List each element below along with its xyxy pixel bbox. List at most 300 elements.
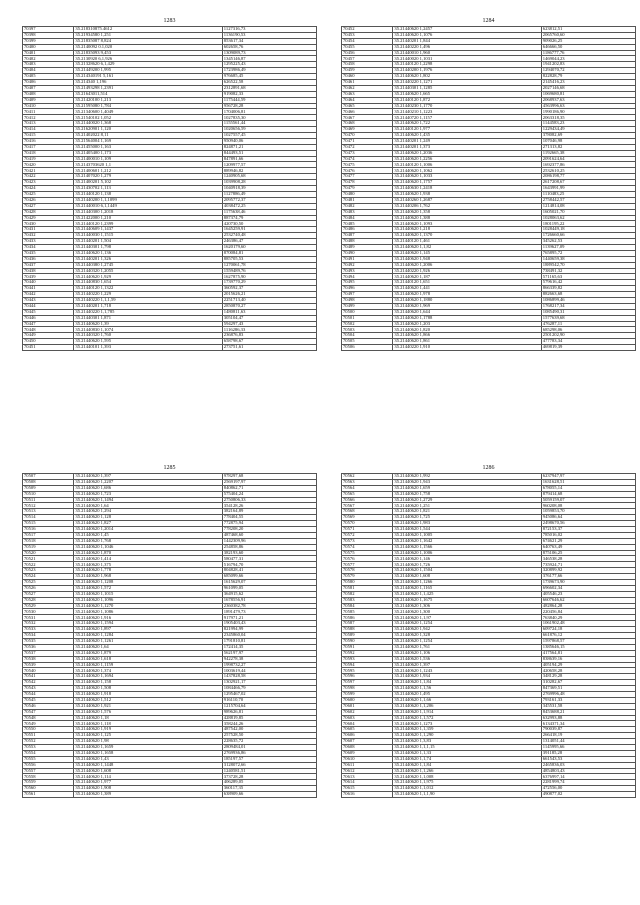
row-code: 35.21595080 1,784 <box>74 103 222 109</box>
row-amount: 661876,12 <box>541 633 635 639</box>
row-id: 70421 <box>23 168 74 174</box>
row-id: 70573 <box>342 538 393 544</box>
row-amount: 1643991,99 <box>541 186 635 192</box>
row-code: 35.21440620 1,686 <box>74 485 222 491</box>
row-code: 35.21440620 1,2006 <box>393 262 541 268</box>
row-amount: 1084466,79 <box>222 686 316 692</box>
row-code: 35.21440210 1,1223 <box>393 109 541 115</box>
row-amount: 602658,76 <box>222 44 316 50</box>
row-code: 35.21440620 1,2729 <box>393 497 541 503</box>
row-amount: 571165,63 <box>541 274 635 280</box>
row-amount: 1990186,90 <box>541 109 635 115</box>
row-code: 35.21440620 1,1208 <box>74 580 222 586</box>
row-amount: 2850870,27 <box>222 303 316 309</box>
row-id: 70576 <box>342 556 393 562</box>
row-code: 35.21440620 1,861 <box>393 339 541 345</box>
row-code: 35.21440620 1,1284 <box>74 633 222 639</box>
row-code: 35.21440620 1,1093 <box>393 221 541 227</box>
row-code: 35.21440620 1,722 <box>393 121 541 127</box>
row-id: 70524 <box>23 574 74 580</box>
row-id: 70410 <box>23 103 74 109</box>
row-amount: 469819,39 <box>541 345 635 351</box>
row-amount: 107046,98 <box>541 138 635 144</box>
row-amount: 945086,64 <box>541 515 635 521</box>
page-number: 1283 <box>163 18 176 24</box>
row-code: 35.21440620 1,306 <box>393 603 541 609</box>
row-id: 70516 <box>23 527 74 533</box>
row-amount: 917971,21 <box>222 615 316 621</box>
row-amount: 1059853,70 <box>541 509 635 515</box>
row-amount: 360592,37 <box>222 286 316 292</box>
row-amount: 1309089,73 <box>222 50 316 56</box>
row-id: 70492 <box>342 262 393 268</box>
row-id: 70587 <box>342 621 393 627</box>
row-amount: 658798,67 <box>222 339 316 345</box>
row-code: 35.21440620 1,897 <box>74 627 222 633</box>
row-amount: 172414,35 <box>222 644 316 650</box>
row-code: 35.21440101 1,393 <box>74 345 222 351</box>
row-id: 70485 <box>342 221 393 227</box>
row-id: 70404 <box>23 68 74 74</box>
row-code: 35.21440620 1,1,84 <box>393 680 541 686</box>
row-amount: 1028449,18 <box>541 227 635 233</box>
row-id: 70536 <box>23 644 74 650</box>
row-amount: 2065760,60 <box>541 32 635 38</box>
row-amount: 1791810,81 <box>222 638 316 644</box>
row-code: 35.21440320 1,760 <box>74 333 222 339</box>
row-id: 70400 <box>23 44 74 50</box>
row-amount: 345262,53 <box>541 239 635 245</box>
row-id: 70409 <box>23 97 74 103</box>
row-code: 35.21440620 1,43 <box>74 756 222 762</box>
row-amount: 406289,05 <box>222 780 316 786</box>
row-amount: 6134371,34 <box>541 721 635 727</box>
row-amount: 305104,47 <box>222 315 316 321</box>
row-id: 70512 <box>23 503 74 509</box>
row-amount: 420658,28 <box>541 668 635 674</box>
row-id: 70443 <box>23 297 74 303</box>
row-id: 70495 <box>342 280 393 286</box>
row-amount: 870084,81 <box>222 250 316 256</box>
row-code: 35.21422000 1,210 <box>74 215 222 221</box>
row-code: 35.21440620 1,1566 <box>393 544 541 550</box>
row-amount: 579616,42 <box>541 280 635 286</box>
row-amount: 2312891,68 <box>222 85 316 91</box>
row-amount: 609724,18 <box>541 627 635 633</box>
row-code: 35.21440620 1,978 <box>393 292 541 298</box>
row-id: 70435 <box>23 250 74 256</box>
row-code: 35.21440620 1,1243 <box>393 668 541 674</box>
row-id: 70580 <box>342 580 393 586</box>
row-amount: 1645259,91 <box>222 227 316 233</box>
row-id: 70578 <box>342 568 393 574</box>
row-code: 35.21440200 1,1976 <box>393 68 541 74</box>
row-code: 35.21440620 1,187 <box>393 274 541 280</box>
row-amount: 1891479,73 <box>222 609 316 615</box>
row-id: 70413 <box>23 121 74 127</box>
row-amount: 373728,28 <box>222 774 316 780</box>
row-amount: 1020656,59 <box>222 127 316 133</box>
row-code: 35.21440301 1,871 <box>74 315 222 321</box>
row-code: 35.21440620 1,608 <box>393 574 541 580</box>
row-amount: 640763,49 <box>541 544 635 550</box>
row-code: 35.21440620 1,968 <box>74 574 222 580</box>
row-code: 35.2130920 6,1,926 <box>74 56 222 62</box>
row-id: 70616 <box>342 792 393 798</box>
row-code: 35.21440620 1,1,84 <box>393 762 541 768</box>
row-id: 70481 <box>342 197 393 203</box>
row-id: 70470 <box>342 133 393 139</box>
row-id: 70452 <box>342 27 393 33</box>
row-amount: 1110483,25 <box>541 191 635 197</box>
data-table <box>22 473 317 798</box>
row-code: 35.21440220 1,926 <box>393 268 541 274</box>
row-id: 70464 <box>342 97 393 103</box>
row-code: 35.21835087 8,824 <box>74 38 222 44</box>
row-amount: 3128072,66 <box>222 762 316 768</box>
row-id: 70477 <box>342 174 393 180</box>
row-code: 35.21440260 1,2687 <box>393 197 541 203</box>
row-amount: 847369,51 <box>541 686 635 692</box>
row-id: 70581 <box>342 585 393 591</box>
row-amount: 1155561,44 <box>222 121 316 127</box>
row-id: 70403 <box>23 62 74 68</box>
row-amount: 391185,28 <box>541 750 635 756</box>
row-amount: 5059159,07 <box>541 497 635 503</box>
row-amount: 1086899,46 <box>541 297 635 303</box>
row-id: 70473 <box>342 150 393 156</box>
row-code: 35.21440620 1,802 <box>393 74 541 80</box>
row-id: 70431 <box>23 227 74 233</box>
row-amount: 271313,82 <box>541 144 635 150</box>
row-code: 35.21440620 1,136 <box>74 250 222 256</box>
row-amount: 866339,82 <box>541 286 635 292</box>
row-code: 35.21400201 5,102 <box>74 180 222 186</box>
row-id: 70547 <box>23 709 74 715</box>
row-code: 35.21440620 1,218 <box>393 227 541 233</box>
row-id: 70424 <box>23 186 74 192</box>
row-code: 35.21440120 1,651 <box>393 280 541 286</box>
row-code: 35.21440620 1,1046 <box>74 544 222 550</box>
row-code: 35.21440620 1,328 <box>393 633 541 639</box>
row-id: 70572 <box>342 532 393 538</box>
row-id: 70506 <box>342 345 393 351</box>
row-code: 35.21440620 1,495 <box>393 691 541 697</box>
row-code: 35.21440620 1,203 <box>393 321 541 327</box>
row-amount: 961099,05 <box>222 585 316 591</box>
row-id: 70466 <box>342 109 393 115</box>
row-id: 70479 <box>342 186 393 192</box>
row-code: 35.21440620 1,397 <box>74 474 222 480</box>
row-amount: 623812,51 <box>541 27 635 33</box>
row-amount: 382193,60 <box>222 550 316 556</box>
row-code: 35.21440620 1,723 <box>74 491 222 497</box>
row-id: 70453 <box>342 32 393 38</box>
row-amount: 2063318,35 <box>541 115 635 121</box>
row-code: 35.21440301 1,798 <box>74 244 222 250</box>
row-id: 70419 <box>23 156 74 162</box>
row-id: 70543 <box>23 686 74 692</box>
row-amount: 1003619,44 <box>222 668 316 674</box>
row-code: 35.21405400 1,173 <box>74 150 222 156</box>
row-code: 35.21440120 1,2298 <box>393 62 541 68</box>
row-amount: 1739673,90 <box>541 580 635 586</box>
row-id: 70482 <box>342 203 393 209</box>
row-code: 35.21440620 1,128 <box>74 515 222 521</box>
row-id: 70468 <box>342 121 393 127</box>
row-amount: 1240905,68 <box>222 174 316 180</box>
row-id: 70593 <box>342 656 393 662</box>
row-id: 70549 <box>23 721 74 727</box>
row-id: 70471 <box>342 138 393 144</box>
row-id: 70463 <box>342 91 393 97</box>
row-id: 70488 <box>342 239 393 245</box>
row-amount: 1314051,44 <box>541 739 635 745</box>
row-code: 35.21440201 1,504 <box>74 239 222 245</box>
row-id: 70417 <box>23 144 74 150</box>
row-amount: 1941202,83 <box>541 62 635 68</box>
row-amount: 2015626,21 <box>222 292 316 298</box>
row-id: 70480 <box>342 191 393 197</box>
row-code: 35.21440620 1,118 <box>74 721 222 727</box>
row-amount: 765895,72 <box>541 250 635 256</box>
page-panel-1283 <box>22 16 317 351</box>
row-id: 70611 <box>342 762 393 768</box>
row-amount: 580477,31 <box>222 556 316 562</box>
row-id: 70517 <box>23 532 74 538</box>
row-id: 70567 <box>342 503 393 509</box>
row-amount: 405194,29 <box>541 662 635 668</box>
row-amount: 482864,28 <box>541 603 635 609</box>
row-amount: 2501202,90 <box>541 333 635 339</box>
row-amount: 310282,67 <box>541 680 635 686</box>
row-amount: 2465836,03 <box>541 762 635 768</box>
row-id: 70556 <box>23 762 74 768</box>
row-amount: 875106,25 <box>541 550 635 556</box>
row-amount: 632993,88 <box>541 715 635 721</box>
row-code: 35.21440620 1,441 <box>393 286 541 292</box>
row-amount: 405546,23 <box>541 591 635 597</box>
row-amount: 6237947,97 <box>541 474 635 480</box>
row-amount: 1127886,49 <box>222 191 316 197</box>
row-amount: 575404,24 <box>222 491 316 497</box>
row-id: 70563 <box>342 479 393 485</box>
row-id: 70406 <box>23 80 74 86</box>
row-amount: 793161,33 <box>541 697 635 703</box>
row-code: 35.21440120 1,2399 <box>74 221 222 227</box>
row-amount: 2095772,37 <box>222 197 316 203</box>
row-id: 70472 <box>342 144 393 150</box>
row-code: 35.21440620 1,1254 <box>393 621 541 627</box>
row-id: 70582 <box>342 591 393 597</box>
row-amount: 772875,94 <box>222 521 316 527</box>
row-id: 70553 <box>23 744 74 750</box>
row-id: 70602 <box>342 709 393 715</box>
row-amount: 1440659,38 <box>541 256 635 262</box>
row-id: 70528 <box>23 597 74 603</box>
row-code: 35.21440830 1,1074 <box>74 327 222 333</box>
row-amount: 889946,82 <box>222 168 316 174</box>
row-amount: 674621,29 <box>541 538 635 544</box>
row-amount: 1116286,33 <box>222 327 316 333</box>
row-amount: 1040918,39 <box>222 186 316 192</box>
row-amount: 1631628,51 <box>541 479 635 485</box>
row-code: 35.21440830 1,654 <box>74 280 222 286</box>
row-code: 35.21440620 1,1,572 <box>393 715 541 721</box>
row-id: 70551 <box>23 733 74 739</box>
row-id: 70420 <box>23 162 74 168</box>
row-code: 35.21440620 1,536 <box>393 656 541 662</box>
row-id: 70508 <box>23 479 74 485</box>
row-amount: 476287,11 <box>541 321 635 327</box>
row-code: 35.21440620 1,106 <box>393 650 541 656</box>
row-id: 70569 <box>342 515 393 521</box>
row-amount: 1678556,91 <box>222 597 316 603</box>
row-code: 35.21440620 1,388 <box>393 215 541 221</box>
row-id: 70446 <box>23 315 74 321</box>
row-code: 35.21440201 1,249 <box>393 138 541 144</box>
row-code: 35.21440620 1,1659 <box>74 744 222 750</box>
row-id: 70434 <box>23 244 74 250</box>
row-id: 70411 <box>23 109 74 115</box>
row-code: 35.21440620 1,1033 <box>393 174 541 180</box>
row-id: 70439 <box>23 274 74 280</box>
row-code: 35.21440620 1,2036 <box>393 150 541 156</box>
row-code: 35.21440620 1,45 <box>74 532 222 538</box>
row-amount: 2617208,67 <box>541 180 635 186</box>
row-amount: 364915,62 <box>222 591 316 597</box>
row-amount: 978297,68 <box>222 474 316 480</box>
row-code: 35.21440120 1,872 <box>393 97 541 103</box>
row-code: 35.21440620 1,375 <box>74 562 222 568</box>
row-amount: 626522,58 <box>222 80 316 86</box>
row-code: 35.21440620 1,977 <box>74 780 222 786</box>
row-amount: 2809484,01 <box>222 744 316 750</box>
page-number: 1285 <box>163 465 176 471</box>
row-code: 35.214340191 5,161 <box>74 74 222 80</box>
row-code: 35.21440620 1,146 <box>393 556 541 562</box>
row-amount: 4038472,25 <box>222 203 316 209</box>
row-code: 35.21493298 1,2391 <box>74 85 222 91</box>
row-id: 70497 <box>342 292 393 298</box>
row-id: 70526 <box>23 585 74 591</box>
row-id: 70571 <box>342 527 393 533</box>
row-amount: 942278,38 <box>222 656 316 662</box>
data-table <box>341 26 636 351</box>
row-id: 70501 <box>342 315 393 321</box>
page-number: 1286 <box>482 465 495 471</box>
row-amount: 887374,79 <box>222 215 316 221</box>
row-id: 70422 <box>23 174 74 180</box>
row-amount: 1480811,63 <box>222 309 316 315</box>
row-id: 70557 <box>23 768 74 774</box>
row-code: 35.21440720 1,1157 <box>393 115 541 121</box>
row-code: 35.21440620 1,358 <box>393 209 541 215</box>
row-code: 35.21440620 1,778 <box>74 568 222 574</box>
data-table <box>341 473 636 798</box>
row-amount: 885705,53 <box>222 256 316 262</box>
row-id: 70559 <box>23 780 74 786</box>
row-code: 35.21440620 1,1,82 <box>393 244 541 250</box>
row-code: 35.21620901 1,120 <box>74 127 222 133</box>
row-code: 35.21440620 1,1,425 <box>393 591 541 597</box>
row-amount: 1175444,59 <box>222 97 316 103</box>
row-id: 70566 <box>342 497 393 503</box>
row-amount: 1175638,46 <box>222 209 316 215</box>
row-amount: 1295467,02 <box>222 691 316 697</box>
row-code: 35.21440320 1,2055 <box>74 268 222 274</box>
row-amount: 360117,35 <box>222 786 316 792</box>
row-amount: 790039,87 <box>541 727 635 733</box>
row-code: 35.21440230 1,1770 <box>393 103 541 109</box>
row-code: 35.21440620 1,1254 <box>393 638 541 644</box>
row-amount: 1559489,76 <box>222 268 316 274</box>
row-id: 70401 <box>23 50 74 56</box>
row-code: 35.21328620 6,1,429 <box>74 62 222 68</box>
row-code: 35.21440620 1,1,56 <box>393 686 541 692</box>
row-id: 70513 <box>23 509 74 515</box>
row-id: 70456 <box>342 50 393 56</box>
row-code: 35.21440620 1,1594 <box>74 621 222 627</box>
row-code: 35.2140092 0.1,020 <box>74 44 222 50</box>
row-id: 70531 <box>23 615 74 621</box>
row-id: 70486 <box>342 227 393 233</box>
row-amount: 1186777,76 <box>541 50 635 56</box>
row-code: 35.21420100 1,213 <box>74 97 222 103</box>
row-id: 70561 <box>23 792 74 798</box>
row-id: 70445 <box>23 309 74 315</box>
row-amount: 1144583,23 <box>541 121 635 127</box>
row-code: 35.21440620 1,64 <box>74 644 222 650</box>
row-code: 35.21440620 1,3,83 <box>393 739 541 745</box>
row-amount: 472556,00 <box>541 786 635 792</box>
row-amount: 1028063,62 <box>541 215 635 221</box>
row-code: 35.21440300 1,2018 <box>74 209 222 215</box>
row-amount: 1620179,60 <box>222 244 316 250</box>
row-amount: 358244,26 <box>222 721 316 727</box>
row-code: 35.21440620 1,294 <box>74 509 222 515</box>
row-id: 70600 <box>342 697 393 703</box>
row-id: 70494 <box>342 274 393 280</box>
row-id: 70606 <box>342 733 393 739</box>
row-amount: 1214814,08 <box>541 203 635 209</box>
row-id: 70451 <box>23 345 74 351</box>
row-id: 70564 <box>342 485 393 491</box>
row-code: 35.21440620 1,870 <box>74 550 222 556</box>
row-id: 70588 <box>342 627 393 633</box>
row-code: 35.21430702 1,113 <box>74 186 222 192</box>
row-id: 70457 <box>342 56 393 62</box>
row-code: 35.21440620 1,1757 <box>393 180 541 186</box>
row-id: 70539 <box>23 662 74 668</box>
row-id: 70604 <box>342 721 393 727</box>
row-id: 70541 <box>23 674 74 680</box>
row-code: 35.21440620 1,908 <box>74 786 222 792</box>
row-amount: 266418,19 <box>541 733 635 739</box>
row-id: 70525 <box>23 580 74 586</box>
row-amount: 420730,50 <box>222 221 316 227</box>
row-id: 70598 <box>342 686 393 692</box>
row-amount: 1240581,51 <box>222 768 316 774</box>
row-amount: 956728,28 <box>222 103 316 109</box>
row-id: 70527 <box>23 591 74 597</box>
row-id: 70591 <box>342 644 393 650</box>
row-id: 70586 <box>342 615 393 621</box>
row-id: 70548 <box>23 715 74 721</box>
row-code: 35.21440620 1,942 <box>393 627 541 633</box>
row-id: 70521 <box>23 556 74 562</box>
row-code: 35.21440220 1,1,1,59 <box>74 297 222 303</box>
